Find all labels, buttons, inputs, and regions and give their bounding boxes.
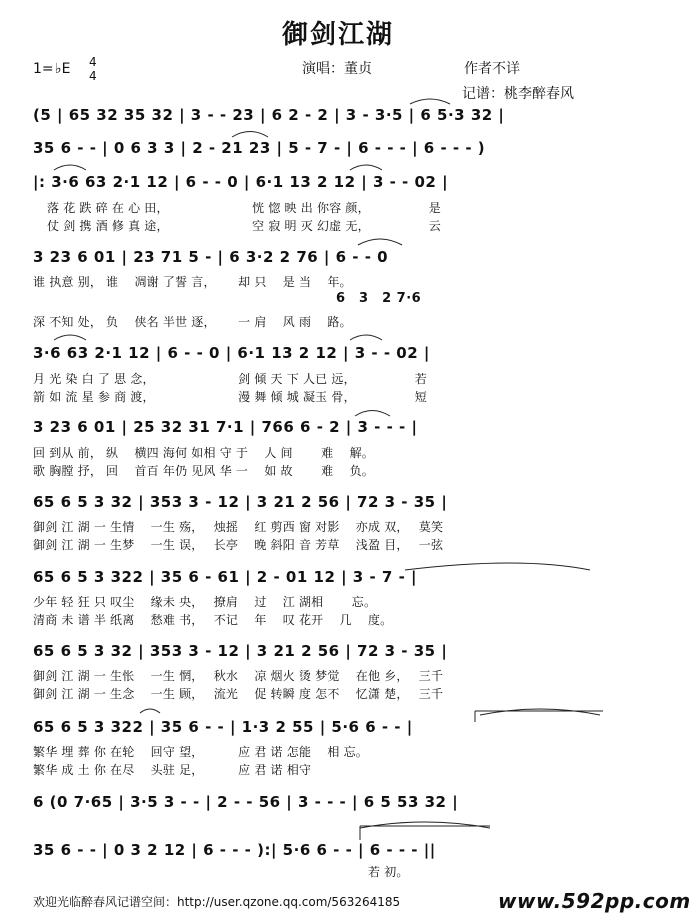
lyric-line: 歌 胸膛 抒， 回 首百 年仍 见风 华 一 如 故 难 负。: [33, 464, 374, 478]
notation-row: 3 23 6 01 | 23 71 5 - | 6 3·2 2 76 | 6 - - 0: [33, 248, 389, 266]
slur: [350, 165, 382, 170]
lyric-line: 月 光 染 白 了 思 念， 剑 倾 天 下 人已 远， 若: [33, 372, 427, 386]
slur: [410, 99, 450, 104]
slur: [405, 563, 590, 570]
key-prefix: 1=: [33, 61, 54, 77]
lyric-line: 仗 剑 携 酒 修 真 途， 空 寂 明 灭 幻虚 无， 云: [47, 219, 441, 233]
notation-row: 6 3 2 7·6: [336, 291, 422, 306]
lyric-line: 御剑 江 湖 一 生情 一生 殇， 烛摇 红 剪西 窗 对影 亦成 双， 莫笑: [33, 520, 444, 534]
notation-row: 3 23 6 01 | 25 32 31 7·1 | 766 6 - 2 | 3 - - - |: [33, 418, 418, 436]
lyric-line: 谁 执意 别， 谁 凋谢 了誓 言， 却 只 是 当 年。: [33, 275, 352, 289]
lyric-line: 御剑 江 湖 一 生怅 一生 惘， 秋水 凉 烟火 烫 梦觉 在他 乡， 三千: [33, 669, 444, 683]
composer-credit: 作者不详: [464, 61, 520, 77]
lyric-line: 繁华 成 土 你 在尽 头驻 足， 应 君 诺 相守: [33, 763, 312, 777]
notation-row: |: 3·6 63 2·1 12 | 6 - - 0 | 6·1 13 2 12 | 3 - - 02 |: [33, 173, 449, 191]
slur: [350, 335, 382, 340]
lyric-line: 清商 未 谱 半 纸离 愁难 书， 不记 年 叹 花开 几 度。: [33, 613, 393, 627]
key-note: ♭E: [55, 61, 71, 77]
singer-credit: 演唱：董贞: [302, 61, 372, 77]
slur: [140, 709, 160, 713]
time-signature-top: 4: [89, 55, 97, 69]
lyric-line: 御剑 江 湖 一 生念 一生 顾， 流光 促 转瞬 度 怎不 忆潇 楚， 三千: [33, 687, 444, 701]
notation-row: 65 6 5 3 322 | 35 6 - - | 1·3 2 55 | 5·6 6 - - |: [33, 718, 413, 736]
lyric-line: 箭 如 流 星 参 商 渡， 漫 舞 倾 城 凝玉 骨， 短: [33, 390, 427, 404]
notation-row: 35 6 - - | 0 3 2 12 | 6 - - - ):| 5·6 6 - - | 6 - - - ||: [33, 841, 436, 859]
notation-row: 65 6 5 3 32 | 353 3 - 12 | 3 21 2 56 | 72 3 - 35 |: [33, 642, 448, 660]
slur: [232, 132, 268, 138]
notation-row: (5 | 65 32 35 32 | 3 - - 23 | 6 2 - 2 | 3 - 3·5 | 6 5·3 32 |: [33, 106, 505, 124]
lyric-line: 回 到从 前， 纵 横四 海何 如相 守 于 人 间 难 解。: [33, 446, 374, 460]
notation-row: 65 6 5 3 32 | 353 3 - 12 | 3 21 2 56 | 72 3 - 35 |: [33, 493, 448, 511]
lyric-line: 繁华 埋 葬 你 在轮 回守 望， 应 君 诺 怎能 相 忘。: [33, 745, 368, 759]
notation-row: 65 6 5 3 322 | 35 6 - 61 | 2 - 01 12 | 3 - 7 - |: [33, 568, 417, 586]
transcriber-credit: 记谱：桃李醉春风: [462, 86, 574, 102]
notation-row: 6 (0 7·65 | 3·5 3 - - | 2 - - 56 | 3 - - - | 6 5 53 32 |: [33, 793, 459, 811]
slur: [355, 411, 390, 417]
lyric-line: 若 初。: [368, 865, 409, 879]
site-watermark: www.592pp.com: [498, 889, 691, 913]
lyric-line: 落 花 跌 碎 在 心 田， 恍 惚 映 出 你容 颜， 是: [47, 201, 441, 215]
lyric-line: 御剑 江 湖 一 生梦 一生 误， 长亭 晚 斜阳 音 芳草 浅盈 目， 一弦: [33, 538, 444, 552]
slur: [54, 165, 86, 170]
slur: [358, 239, 402, 245]
slur: [54, 335, 86, 340]
lyric-line: 深 不知 处， 负 侠名 半世 逐， 一 肩 风 雨 路。: [33, 315, 352, 329]
time-signature-bottom: 4: [89, 69, 97, 83]
footer-text: 欢迎光临醉春风记谱空间：http://user.qzone.qq.com/563264185: [33, 895, 401, 909]
slur: [360, 822, 490, 828]
notation-row: 35 6 - - | 0 6 3 3 | 2 - 21 23 | 5 - 7 - | 6 - - - | 6 - - - ): [33, 139, 486, 157]
lyric-line: 少年 轻 狂 只 叹尘 缘未 央， 撩肩 过 江 湖相 忘。: [33, 595, 377, 609]
slur: [480, 709, 600, 715]
song-title: 御剑江湖: [282, 20, 395, 50]
notation-row: 3·6 63 2·1 12 | 6 - - 0 | 6·1 13 2 12 | 3 - - 02 |: [33, 344, 430, 362]
